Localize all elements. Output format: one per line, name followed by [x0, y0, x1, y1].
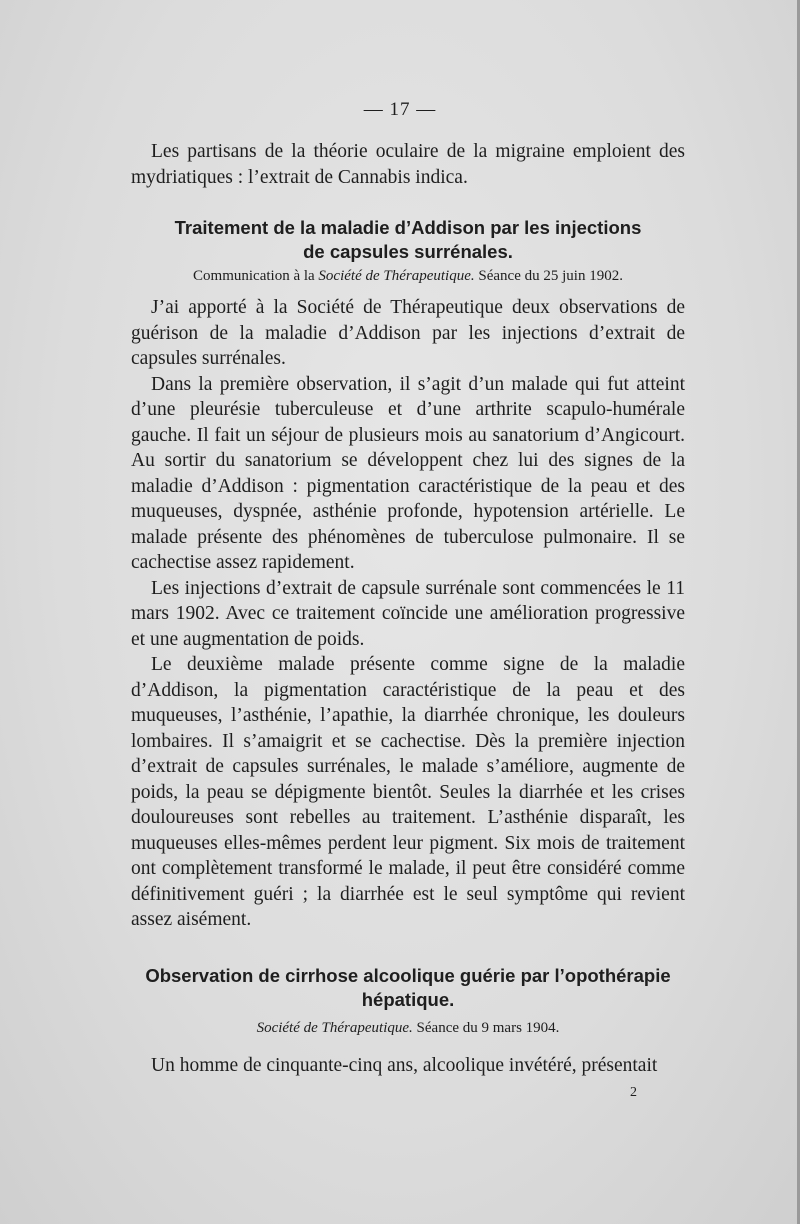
section-1-title-line-1: Traitement de la maladie d’Addison par les injections	[174, 217, 642, 238]
section-2-title-line-2: hépatique.	[361, 989, 455, 1010]
page-number: — 17 —	[363, 99, 437, 120]
caption-session: Séance du 25 juin 1902.	[478, 268, 623, 284]
caption-society: Société de Thérapeutique.	[318, 268, 475, 284]
section-1-heading	[131, 216, 685, 264]
caption-session: Séance du 9 mars 1904.	[416, 1020, 560, 1036]
body-paragraph: J’ai apporté à la Société de Thérapeutique deux observations de guérison de la maladie d’Addison par les injections d’extrait de capsules surrénales.	[131, 297, 685, 369]
body-paragraph: Dans la première observation, il s’agit d’un malade qui fut atteint d’une pleurésie tuberculeuse et d’une arthrite scapulo-humérale gauche. Il fait un séjour de plusieurs mois au sanatorium d’Angicourt. Au sortir du sanatorium se développent chez lui des signes de la maladie d’Addison : pigmentation caractéristique de la peau et des muqueuses, dyspnée, asthénie profonde, hypotension artérielle. Le malade présente des phénomènes de tuberculose pulmonaire. Il se cachectise assez rapidement.	[131, 373, 685, 573]
section-1-body	[131, 295, 685, 933]
body-paragraph: Le deuxième malade présente comme signe de la maladie d’Addison, la pigmentation caractéristique de la peau et des muqueuses, l’asthénie, l’apathie, la diarrhée chronique, les douleurs lombaires. Il s’amaigrit et se cachectise. Dès la première injection d’extrait de capsules surrénales, le malade s’améliore, augmente de poids, la peau se dépigmente bientôt. Seules la diarrhée et les crises douloureuses sont rebelles au traitement. L’asthénie disparaît, les muqueuses elles-mêmes perdent leur pigment. Six mois de traitement ont complètement transformé le malade, il peut être considéré comme définitivement guéri ; la diarrhée est le seul symptôme qui revient assez aisément.	[131, 654, 685, 930]
body-paragraph: Les injections d’extrait de capsule surrénale sont commencées le 11 mars 1902. Avec ce traitement coïncide une amélioration progressive et une augmentation de poids.	[131, 577, 685, 650]
section-1-caption	[131, 266, 685, 286]
section-2-heading	[131, 964, 685, 1012]
intro-paragraph: Les partisans de la théorie oculaire de la migraine emploient des mydriatiques : l’extrait de Cannabis indica.	[131, 141, 685, 188]
caption-prefix: Communication à la	[193, 268, 315, 284]
caption-society: Société de Thérapeutique.	[256, 1020, 413, 1036]
section-1-title-line-2: de capsules surrénales.	[303, 241, 513, 262]
signature-mark: 2	[630, 1085, 637, 1100]
section-2-title-line-1: Observation de cirrhose alcoolique guérie par l’opothérapie	[145, 965, 671, 986]
section-2-caption	[131, 1018, 685, 1038]
section-2-paragraph: Un homme de cinquante-cinq ans, alcoolique invétéré, présentait	[151, 1055, 658, 1076]
